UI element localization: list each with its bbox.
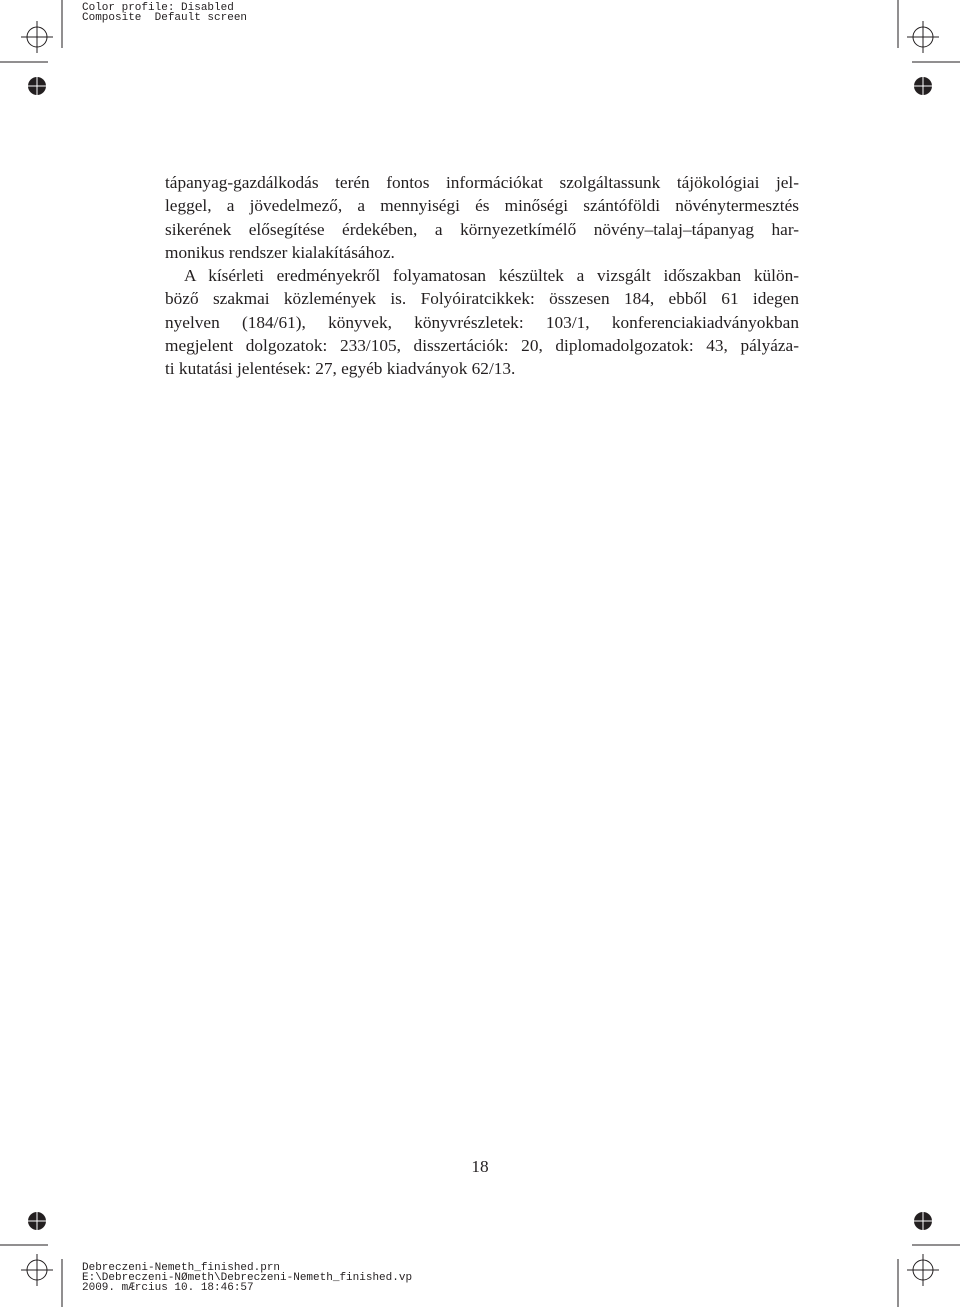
text-line: megjelent dolgozatok: 233/105, disszertációk: 20, diplomadolgozatok: 43, pályáza- (165, 336, 799, 356)
text-line: ti kutatási jelentések: 27, egyéb kiadványok 62/13. (165, 359, 516, 379)
footer-timestamp: 2009. mÆrcius 10. 18:46:57 (82, 1282, 254, 1294)
registration-target (907, 1254, 939, 1286)
registration-dot (26, 75, 48, 97)
text-line: leggel, a jövedelmező, a mennyiségi és minőségi szántóföldi növénytermesztés (165, 196, 799, 216)
page-number: 18 (471, 1157, 489, 1176)
text-line: tápanyag-gazdálkodás terén fontos információkat szolgáltassunk tájökológiai jel- (165, 173, 799, 192)
footer-path: E:\Debreczeni-NØmeth\Debreczeni-Nemeth_finished.vp (82, 1272, 413, 1284)
text-line: böző szakmai közlemények is. Folyóiratcikkek: összesen 184, ebből 61 idegen (165, 289, 799, 309)
text-line: monikus rendszer kialakításához. (165, 242, 395, 262)
registration-target (21, 1254, 53, 1286)
registration-target (21, 21, 53, 53)
color-profile-line: Color profile: Disabled (82, 2, 234, 14)
text-line: nyelven (184/61), könyvek, könyvrészletek: 103/1, konferenciakiadványokban (165, 312, 799, 332)
composite-line: Composite Default screen (82, 12, 248, 24)
print-footer (82, 1263, 412, 1293)
registration-dot (26, 1210, 48, 1232)
text-line: A kísérleti eredményekről folyamatosan készültek a vizsgált időszakban külön- (184, 266, 799, 286)
text-line: sikerének elősegítése érdekében, a környezetkímélő növény–talaj–tápanyag har- (165, 219, 799, 239)
paragraph-2 (165, 264, 799, 380)
footer-filename: Debreczeni-Nemeth_finished.prn (82, 1262, 281, 1274)
body-text (165, 171, 799, 381)
registration-dot (912, 1210, 934, 1232)
registration-target (907, 21, 939, 53)
paragraph-1 (165, 171, 799, 264)
registration-dot (912, 75, 934, 97)
print-header (82, 3, 247, 23)
